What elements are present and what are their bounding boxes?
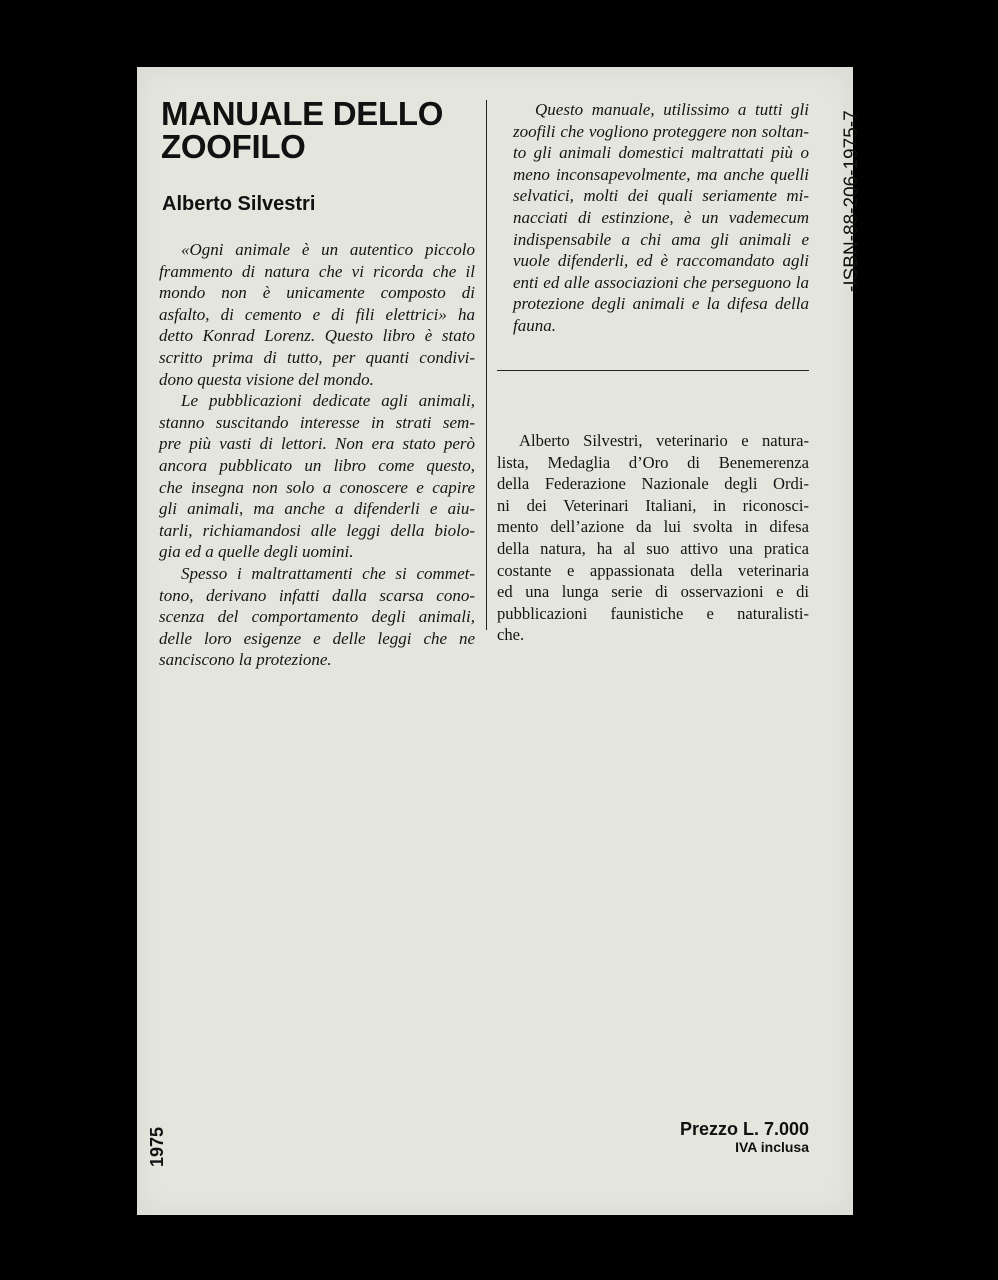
text-line: asfalto, di cemento e di fili elettrici» ha [159, 304, 475, 324]
text-line: Spesso i maltrattamenti che si commet- [181, 563, 475, 583]
price-block [680, 1119, 809, 1155]
text-line: selvatici, molti dei quali seriamente mi- [513, 186, 809, 206]
text-line: vuole difenderli, ed è raccomandato agli [513, 251, 809, 271]
text-line: meno inconsapevolmente, ma anche quelli [513, 164, 809, 184]
text-line: «Ogni animale è un autentico piccolo [181, 240, 475, 259]
isbn-text: -ISBN-88-206-1975-7 [841, 110, 862, 292]
title-line: MANUALE DELLO [161, 95, 444, 132]
text-line: stanno suscitando interesse in strati sem- [159, 412, 475, 432]
text-line: ancora pubblicato un libro come questo, [159, 455, 475, 475]
publication-year: 1975 [147, 1126, 167, 1167]
text-line: gia ed a quelle degli uomini. [159, 542, 354, 562]
text-line: pre più vasti di lettori. Non era stato però [159, 434, 475, 454]
text-line: indispensabile a chi ama gli animali e [513, 229, 809, 249]
book-back-cover [137, 67, 862, 1215]
text-line: tarli, richiamandosi alle leggi della biolo- [159, 520, 475, 540]
price: Prezzo L. 7.000 [679, 1119, 809, 1139]
author-bio [497, 430, 809, 646]
text-line: mento dell’azione da lui svolta in difesa [497, 517, 809, 537]
text-line: gli animali, ma anche a difenderli e aiu- [159, 499, 475, 519]
text-line: fauna. [513, 315, 556, 335]
text-line: dono questa visione del mondo. [159, 369, 374, 389]
title-line: ZOOFILO [161, 128, 306, 165]
text-line: enti ed alle associazioni che perseguono la [513, 272, 809, 292]
text-line: nacciati di estinzione, è un vademecum [513, 207, 809, 227]
text-line: zoofili che vogliono proteggere non soltan- [513, 121, 809, 141]
text-line: Le pubblicazioni dedicate agli animali, [181, 391, 475, 411]
book-title [161, 97, 443, 163]
text-line: frammento di natura che vi ricorda che il [159, 261, 475, 281]
left-blurb [159, 239, 475, 671]
text-line: tono, derivano infatti dalla scarsa cono- [159, 585, 475, 605]
text-line: ni dei Veterinari Italiani, in riconosci- [497, 495, 809, 515]
text-line: Questo manuale, utilissimo a tutti gli [535, 100, 809, 119]
column-divider [486, 100, 487, 630]
text-line: Alberto Silvestri, veterinario e natura- [519, 431, 809, 450]
text-line: scenza del comportamento degli animali, [159, 607, 475, 627]
text-line: protezione degli animali e la difesa della [513, 294, 809, 314]
text-line: mondo non è unicamente composto di [159, 283, 475, 303]
text-line: to gli animali domestici maltrattati più o [513, 143, 809, 163]
vat-note: IVA inclusa [735, 1139, 809, 1155]
right-blurb [513, 99, 809, 337]
horizontal-rule [497, 370, 809, 371]
text-line: delle loro esigenze e delle leggi che ne [159, 628, 475, 648]
text-line: detto Konrad Lorenz. Questo libro è stato [159, 326, 475, 346]
text-line: sanciscono la protezione. [159, 650, 332, 670]
text-line: che. [497, 625, 525, 645]
text-line: pubblicazioni faunistiche e naturalisti- [497, 603, 809, 623]
text-line: scritto prima di tutto, per quanti condivi- [159, 347, 475, 367]
text-line: della Federazione Nazionale degli Ordi- [497, 474, 809, 494]
text-line: costante e appassionata della veterinaria [497, 560, 809, 580]
text-line: lista, Medaglia d’Oro di Benemerenza [497, 452, 809, 472]
author-name: Alberto Silvestri [162, 193, 316, 215]
text-line: della natura, ha al suo attivo una pratica [497, 538, 809, 558]
text-line: ed una lunga serie di osservazioni e di [497, 582, 809, 602]
text-line: che insegna non solo a conoscere e capire [159, 477, 475, 497]
